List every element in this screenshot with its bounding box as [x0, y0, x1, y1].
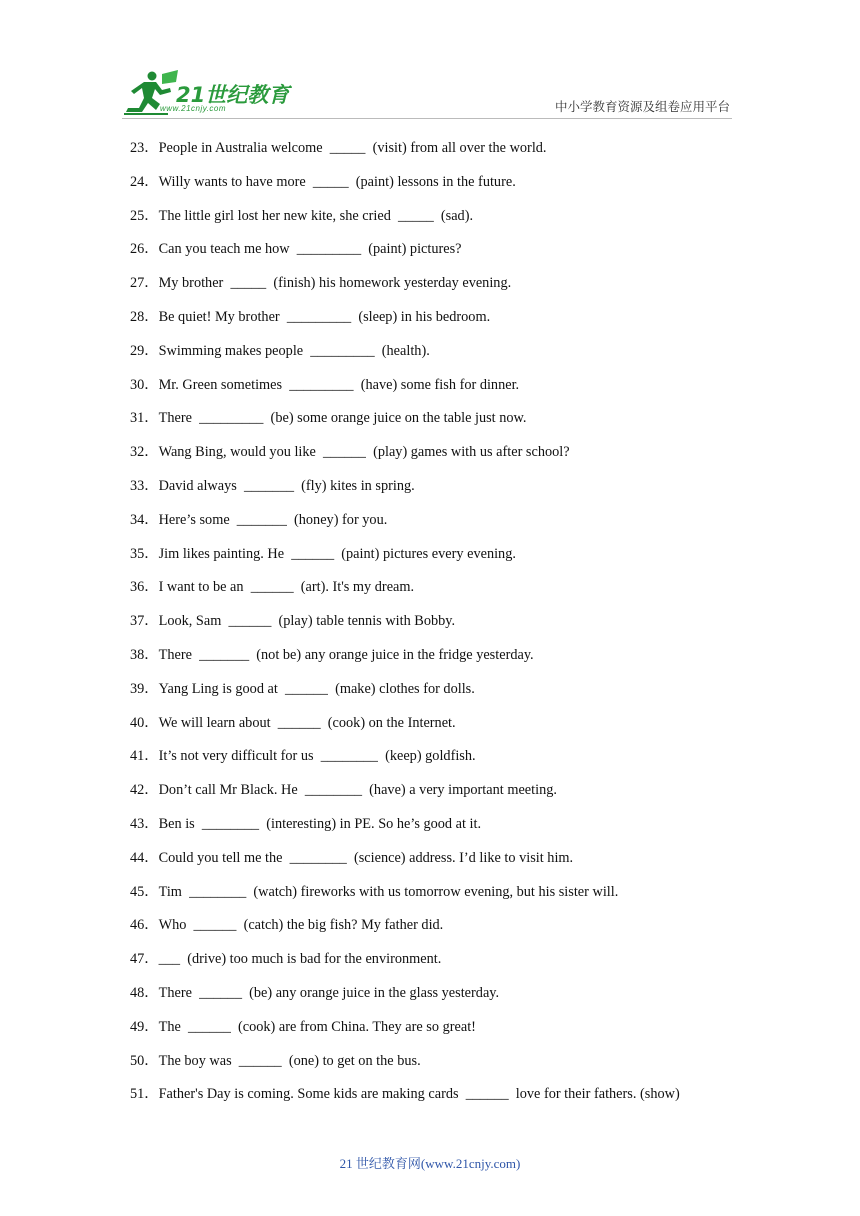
question-text: The boy was ______ (one) to get on the bus.: [158, 1052, 421, 1069]
question-item: [130, 1015, 770, 1049]
page-header: [0, 0, 860, 125]
question-number: 32．: [130, 444, 159, 461]
question-number: 43．: [130, 815, 159, 832]
question-number: 47．: [130, 951, 159, 968]
question-text: My brother _____ (finish) his homework yesterday evening.: [158, 275, 512, 292]
question-text: The ______ (cook) are from China. They are so great!: [158, 1018, 476, 1035]
question-text: Be quiet! My brother _________ (sleep) in his bedroom.: [158, 308, 491, 325]
question-number: 34．: [130, 511, 159, 528]
question-item: [130, 947, 770, 981]
question-item: [130, 1049, 770, 1083]
question-number: 36．: [130, 579, 159, 596]
question-text: Yang Ling is good at ______ (make) clothes for dolls.: [158, 680, 475, 697]
question-text: There _________ (be) some orange juice on the table just now.: [158, 410, 527, 427]
question-item: [130, 339, 770, 373]
question-text: Could you tell me the ________ (science) address. I’d like to visit him.: [158, 849, 574, 866]
question-number: 31．: [130, 410, 159, 427]
question-text: We will learn about ______ (cook) on the Internet.: [158, 714, 456, 731]
question-text: Here’s some _______ (honey) for you.: [158, 511, 388, 528]
question-text: Jim likes painting. He ______ (paint) pictures every evening.: [158, 545, 516, 562]
question-number: 46．: [130, 917, 159, 934]
question-item: [130, 812, 770, 846]
question-number: 45．: [130, 883, 159, 900]
question-text: David always _______ (fly) kites in spring.: [158, 477, 415, 494]
question-number: 51．: [130, 1086, 159, 1103]
question-number: 49．: [130, 1018, 159, 1035]
question-item: [130, 542, 770, 576]
svg-text:21世纪教育: 21世纪教育: [176, 83, 290, 107]
page-footer: 21 世纪教育网(www.21cnjy.com): [339, 1156, 521, 1171]
question-number: 37．: [130, 613, 159, 630]
question-text: Look, Sam ______ (play) table tennis with Bobby.: [158, 613, 456, 630]
question-number: 40．: [130, 714, 159, 731]
question-item: [130, 981, 770, 1015]
question-number: 27．: [130, 275, 159, 292]
question-text: Ben is ________ (interesting) in PE. So he’s good at it.: [158, 815, 482, 832]
question-item: [130, 1082, 770, 1116]
question-text: Willy wants to have more _____ (paint) lessons in the future.: [158, 173, 516, 190]
question-item: [130, 643, 770, 677]
question-number: 44．: [130, 849, 159, 866]
question-item: [130, 880, 770, 914]
question-item: [130, 609, 770, 643]
question-number: 30．: [130, 376, 159, 393]
question-item: [130, 778, 770, 812]
question-number: 25．: [130, 207, 159, 224]
question-text: Father's Day is coming. Some kids are making cards ______ love for their fathers. (show): [158, 1086, 680, 1103]
question-item: [130, 846, 770, 880]
question-number: 50．: [130, 1052, 159, 1069]
question-item: [130, 440, 770, 474]
question-list: [130, 136, 770, 1116]
question-number: 41．: [130, 748, 159, 765]
question-item: [130, 406, 770, 440]
question-text: I want to be an ______ (art). It's my dream.: [158, 579, 415, 596]
question-item: [130, 913, 770, 947]
question-item: [130, 575, 770, 609]
question-item: [130, 744, 770, 778]
question-item: [130, 373, 770, 407]
question-item: [130, 508, 770, 542]
question-item: [130, 136, 770, 170]
question-item: [130, 711, 770, 745]
question-text: Swimming makes people _________ (health).: [158, 342, 430, 359]
question-number: 29．: [130, 342, 159, 359]
header-divider: [122, 118, 732, 119]
question-number: 38．: [130, 646, 159, 663]
question-text: Can you teach me how _________ (paint) pictures?: [158, 241, 462, 258]
logo-url: www.21cnjy.com: [160, 104, 226, 113]
question-text: Wang Bing, would you like ______ (play) games with us after school?: [158, 444, 570, 461]
question-item: [130, 305, 770, 339]
question-number: 39．: [130, 680, 159, 697]
question-text: It’s not very difficult for us ________ (keep) goldfish.: [158, 748, 476, 765]
question-number: 26．: [130, 241, 159, 258]
question-number: 33．: [130, 477, 159, 494]
question-text: There _______ (not be) any orange juice in the fridge yesterday.: [158, 646, 534, 663]
question-number: 42．: [130, 782, 159, 799]
question-text: ___ (drive) too much is bad for the environment.: [158, 951, 442, 968]
question-item: [130, 170, 770, 204]
question-text: There ______ (be) any orange juice in the glass yesterday.: [158, 984, 500, 1001]
question-item: [130, 677, 770, 711]
question-number: 48．: [130, 984, 159, 1001]
question-item: [130, 474, 770, 508]
question-number: 23．: [130, 140, 159, 156]
question-number: 35．: [130, 545, 159, 562]
question-text: Mr. Green sometimes _________ (have) some fish for dinner.: [158, 376, 520, 393]
question-item: [130, 237, 770, 271]
question-text: The little girl lost her new kite, she cried _____ (sad).: [158, 207, 474, 224]
question-text: Tim ________ (watch) fireworks with us tomorrow evening, but his sister will.: [158, 883, 619, 900]
question-item: [130, 204, 770, 238]
question-number: 28．: [130, 308, 159, 325]
question-text: Who ______ (catch) the big fish? My father did.: [158, 917, 444, 934]
platform-title: 中小学教育资源及组卷应用平台: [554, 99, 730, 114]
question-text: Don’t call Mr Black. He ________ (have) a very important meeting.: [158, 782, 557, 799]
question-text: People in Australia welcome _____ (visit) from all over the world.: [158, 140, 547, 156]
question-item: [130, 271, 770, 305]
question-number: 24．: [130, 173, 159, 190]
